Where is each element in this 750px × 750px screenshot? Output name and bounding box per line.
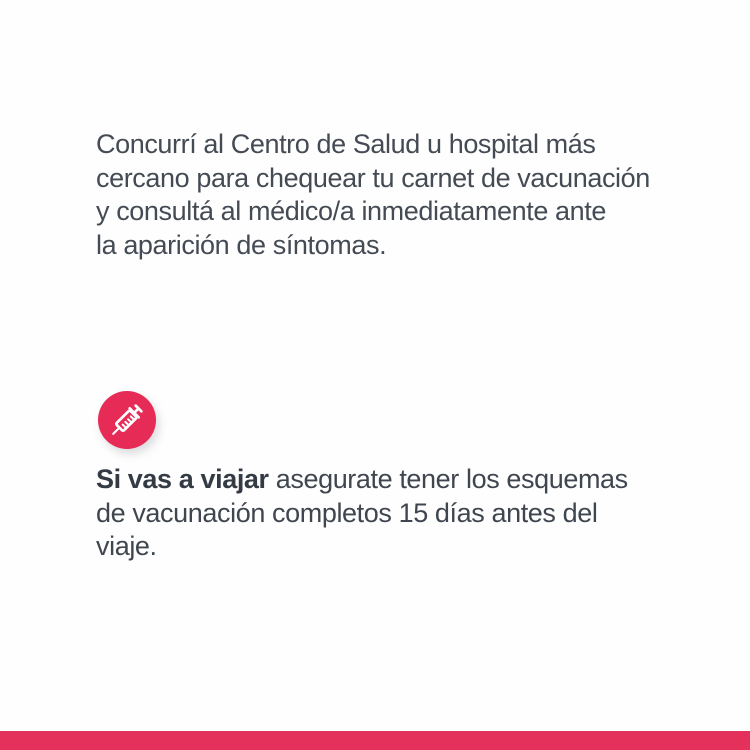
syringe-badge: [98, 391, 156, 449]
intro-line: cercano para chequear tu carnet de vacunación: [96, 162, 650, 193]
intro-line: Concurrí al Centro de Salud u hospital más: [96, 129, 596, 159]
travel-paragraph: [96, 463, 628, 564]
travel-line: viaje.: [96, 531, 157, 561]
bottom-accent-bar: [0, 731, 750, 750]
travel-line: [96, 463, 628, 497]
travel-lead-bold: Si vas a viajar: [96, 464, 269, 494]
travel-line1-rest: asegurate tener los esquemas: [268, 464, 628, 494]
travel-line: de vacunación completos 15 días antes del: [96, 497, 598, 528]
intro-line: la aparición de síntomas.: [96, 229, 387, 260]
intro-paragraph: [96, 128, 650, 262]
syringe-icon: [104, 397, 150, 443]
intro-line: y consultá al médico/a inmediatamente ante: [96, 196, 607, 226]
